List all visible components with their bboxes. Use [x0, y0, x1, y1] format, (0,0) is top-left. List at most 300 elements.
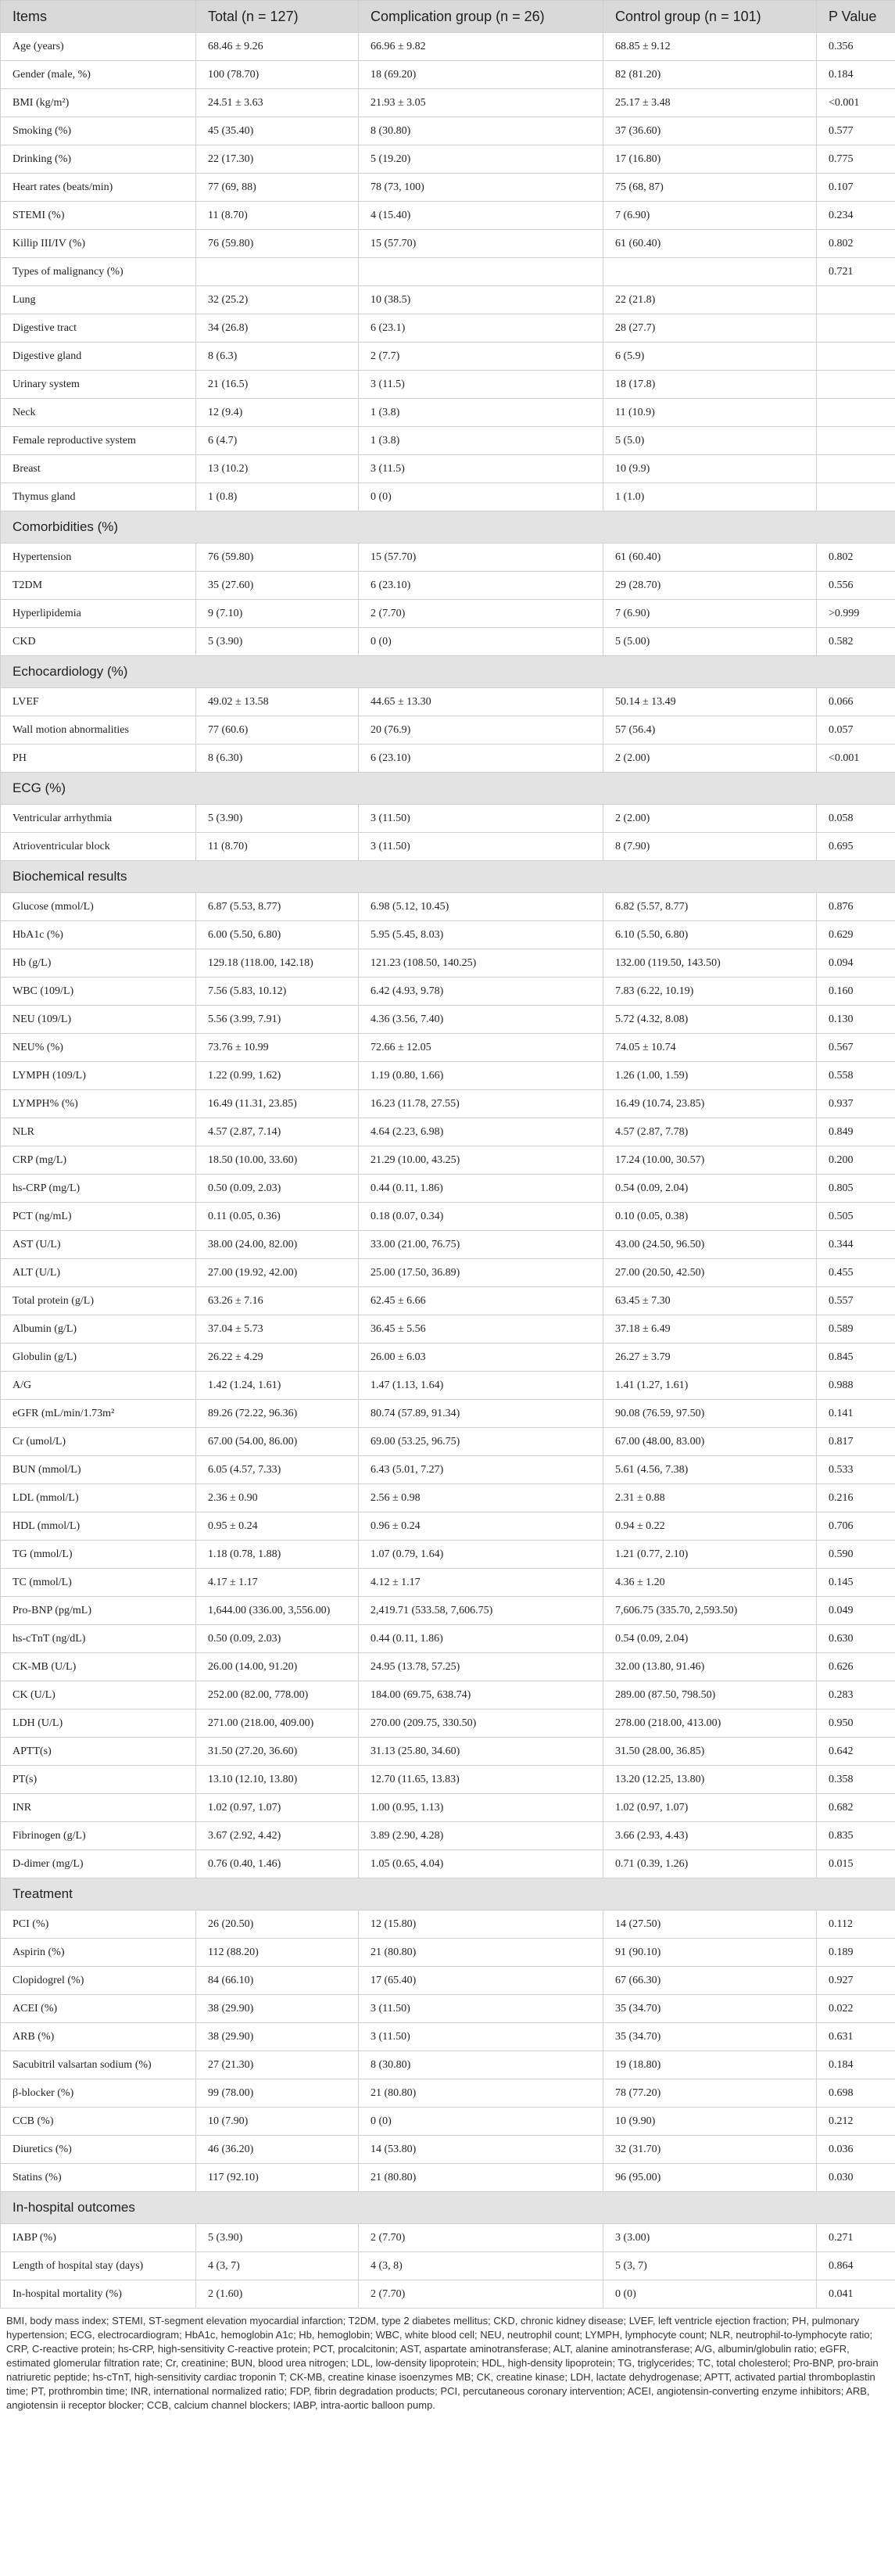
p-value-cell: 0.577	[817, 117, 895, 145]
p-value-cell: 0.845	[817, 1344, 895, 1372]
complication-cell: 1 (3.8)	[359, 399, 603, 427]
control-cell: 3.66 (2.93, 4.43)	[603, 1822, 817, 1850]
item-cell: Hb (g/L)	[1, 949, 196, 978]
table-row	[1, 2051, 895, 2079]
total-cell: 0.50 (0.09, 2.03)	[196, 1625, 359, 1653]
control-cell: 132.00 (119.50, 143.50)	[603, 949, 817, 978]
item-cell: INR	[1, 1794, 196, 1822]
table-row	[1, 1738, 895, 1766]
control-cell: 37 (36.60)	[603, 117, 817, 145]
p-value-cell: 0.112	[817, 1910, 895, 1939]
total-cell: 7.56 (5.83, 10.12)	[196, 978, 359, 1006]
item-cell: Smoking (%)	[1, 117, 196, 145]
table-row	[1, 893, 895, 921]
p-value-cell: 0.642	[817, 1738, 895, 1766]
control-cell: 31.50 (28.00, 36.85)	[603, 1738, 817, 1766]
table-row	[1, 2164, 895, 2192]
complication-cell: 121.23 (108.50, 140.25)	[359, 949, 603, 978]
complication-cell: 36.45 ± 5.56	[359, 1315, 603, 1344]
table-row	[1, 1910, 895, 1939]
control-cell: 17 (16.80)	[603, 145, 817, 174]
table-row	[1, 202, 895, 230]
complication-cell: 17 (65.40)	[359, 1967, 603, 1995]
table-row	[1, 371, 895, 399]
complication-cell: 6 (23.10)	[359, 572, 603, 600]
table-row	[1, 1995, 895, 2023]
total-cell: 84 (66.10)	[196, 1967, 359, 1995]
total-cell: 32 (25.2)	[196, 286, 359, 314]
total-cell: 37.04 ± 5.73	[196, 1315, 359, 1344]
p-value-cell: 0.629	[817, 921, 895, 949]
complication-cell: 4.64 (2.23, 6.98)	[359, 1118, 603, 1146]
control-cell: 0.10 (0.05, 0.38)	[603, 1203, 817, 1231]
table-row	[1, 455, 895, 483]
complication-cell: 21 (80.80)	[359, 2164, 603, 2192]
complication-cell: 6 (23.10)	[359, 744, 603, 773]
table-row	[1, 145, 895, 174]
total-cell: 38 (29.90)	[196, 2023, 359, 2051]
control-cell: 43.00 (24.50, 96.50)	[603, 1231, 817, 1259]
table-row	[1, 1231, 895, 1259]
control-cell: 96 (95.00)	[603, 2164, 817, 2192]
item-cell: Fibrinogen (g/L)	[1, 1822, 196, 1850]
section-label: ECG (%)	[1, 773, 895, 805]
control-cell: 1.21 (0.77, 2.10)	[603, 1541, 817, 1569]
p-value-cell: 0.356	[817, 33, 895, 61]
item-cell: Glucose (mmol/L)	[1, 893, 196, 921]
p-value-cell: 0.988	[817, 1372, 895, 1400]
table-row	[1, 1569, 895, 1597]
table-row	[1, 230, 895, 258]
item-cell: Ventricular arrhythmia	[1, 805, 196, 833]
item-cell: LYMPH% (%)	[1, 1090, 196, 1118]
total-cell: 271.00 (218.00, 409.00)	[196, 1710, 359, 1738]
item-cell: Types of malignancy (%)	[1, 258, 196, 286]
p-value-cell: 0.022	[817, 1995, 895, 2023]
item-cell: Clopidogrel (%)	[1, 1967, 196, 1995]
control-cell: 63.45 ± 7.30	[603, 1287, 817, 1315]
control-cell: 10 (9.9)	[603, 455, 817, 483]
complication-cell: 1.05 (0.65, 4.04)	[359, 1850, 603, 1878]
total-cell: 0.50 (0.09, 2.03)	[196, 1175, 359, 1203]
table-row	[1, 1766, 895, 1794]
control-cell: 27.00 (20.50, 42.50)	[603, 1259, 817, 1287]
control-cell	[603, 258, 817, 286]
control-cell: 1.41 (1.27, 1.61)	[603, 1372, 817, 1400]
header-items: Items	[1, 1, 196, 33]
total-cell: 27 (21.30)	[196, 2051, 359, 2079]
complication-cell: 0.44 (0.11, 1.86)	[359, 1175, 603, 1203]
complication-cell: 1.19 (0.80, 1.66)	[359, 1062, 603, 1090]
p-value-cell: 0.066	[817, 688, 895, 716]
control-cell: 61 (60.40)	[603, 544, 817, 572]
table-row	[1, 1939, 895, 1967]
table-row	[1, 1541, 895, 1569]
p-value-cell: 0.271	[817, 2224, 895, 2252]
complication-cell: 31.13 (25.80, 34.60)	[359, 1738, 603, 1766]
p-value-cell: 0.058	[817, 805, 895, 833]
total-cell: 31.50 (27.20, 36.60)	[196, 1738, 359, 1766]
control-cell: 13.20 (12.25, 13.80)	[603, 1766, 817, 1794]
complication-cell	[359, 258, 603, 286]
complication-cell: 62.45 ± 6.66	[359, 1287, 603, 1315]
item-cell: hs-cTnT (ng/dL)	[1, 1625, 196, 1653]
p-value-cell: <0.001	[817, 744, 895, 773]
total-cell: 11 (8.70)	[196, 202, 359, 230]
control-cell: 32 (31.70)	[603, 2136, 817, 2164]
table-body	[1, 33, 895, 2309]
p-value-cell	[817, 314, 895, 343]
p-value-cell: 0.184	[817, 2051, 895, 2079]
p-value-cell: 0.558	[817, 1062, 895, 1090]
p-value-cell: <0.001	[817, 89, 895, 117]
p-value-cell: 0.721	[817, 258, 895, 286]
table-row	[1, 343, 895, 371]
control-cell: 0.54 (0.09, 2.04)	[603, 1175, 817, 1203]
header-complication-group: Complication group (n = 26)	[359, 1, 603, 33]
item-cell: Hyperlipidemia	[1, 600, 196, 628]
table-row	[1, 1597, 895, 1625]
section-header-row	[1, 2192, 895, 2224]
complication-cell: 0.44 (0.11, 1.86)	[359, 1625, 603, 1653]
table-row	[1, 427, 895, 455]
control-cell: 11 (10.9)	[603, 399, 817, 427]
p-value-cell: 0.805	[817, 1175, 895, 1203]
p-value-cell: 0.849	[817, 1118, 895, 1146]
table-row	[1, 1822, 895, 1850]
item-cell: D-dimer (mg/L)	[1, 1850, 196, 1878]
total-cell: 6.05 (4.57, 7.33)	[196, 1456, 359, 1484]
item-cell: LVEF	[1, 688, 196, 716]
control-cell: 90.08 (76.59, 97.50)	[603, 1400, 817, 1428]
p-value-cell: 0.864	[817, 2252, 895, 2280]
item-cell: eGFR (mL/min/1.73m²	[1, 1400, 196, 1428]
complication-cell: 3 (11.50)	[359, 1995, 603, 2023]
item-cell: BUN (mmol/L)	[1, 1456, 196, 1484]
table-row	[1, 1794, 895, 1822]
complication-cell: 20 (76.9)	[359, 716, 603, 744]
total-cell: 22 (17.30)	[196, 145, 359, 174]
item-cell: Heart rates (beats/min)	[1, 174, 196, 202]
item-cell: NEU (109/L)	[1, 1006, 196, 1034]
table-row	[1, 1062, 895, 1090]
item-cell: LDL (mmol/L)	[1, 1484, 196, 1512]
p-value-cell: 0.455	[817, 1259, 895, 1287]
table-row	[1, 89, 895, 117]
total-cell: 99 (78.00)	[196, 2079, 359, 2108]
control-cell: 16.49 (10.74, 23.85)	[603, 1090, 817, 1118]
table-row	[1, 628, 895, 656]
table-row	[1, 1259, 895, 1287]
complication-cell: 1.47 (1.13, 1.64)	[359, 1372, 603, 1400]
total-cell: 73.76 ± 10.99	[196, 1034, 359, 1062]
total-cell: 1.18 (0.78, 1.88)	[196, 1541, 359, 1569]
item-cell: CK-MB (U/L)	[1, 1653, 196, 1681]
p-value-cell: 0.556	[817, 572, 895, 600]
p-value-cell: 0.698	[817, 2079, 895, 2108]
item-cell: ALT (U/L)	[1, 1259, 196, 1287]
p-value-cell: 0.030	[817, 2164, 895, 2192]
control-cell: 29 (28.70)	[603, 572, 817, 600]
p-value-cell: 0.876	[817, 893, 895, 921]
table-row	[1, 805, 895, 833]
p-value-cell: 0.283	[817, 1681, 895, 1710]
table-row	[1, 1090, 895, 1118]
section-header-row	[1, 861, 895, 893]
complication-cell: 6.43 (5.01, 7.27)	[359, 1456, 603, 1484]
header-p-value: P Value	[817, 1, 895, 33]
table-row	[1, 949, 895, 978]
control-cell: 7 (6.90)	[603, 202, 817, 230]
p-value-cell: >0.999	[817, 600, 895, 628]
complication-cell: 6 (23.1)	[359, 314, 603, 343]
control-cell: 8 (7.90)	[603, 833, 817, 861]
total-cell: 11 (8.70)	[196, 833, 359, 861]
complication-cell: 14 (53.80)	[359, 2136, 603, 2164]
control-cell: 7,606.75 (335.70, 2,593.50)	[603, 1597, 817, 1625]
p-value-cell	[817, 399, 895, 427]
control-cell: 68.85 ± 9.12	[603, 33, 817, 61]
table-row	[1, 33, 895, 61]
control-cell: 0 (0)	[603, 2280, 817, 2309]
control-cell: 74.05 ± 10.74	[603, 1034, 817, 1062]
control-cell: 0.54 (0.09, 2.04)	[603, 1625, 817, 1653]
table-row	[1, 1681, 895, 1710]
total-cell: 252.00 (82.00, 778.00)	[196, 1681, 359, 1710]
table-row	[1, 1850, 895, 1878]
p-value-cell: 0.817	[817, 1428, 895, 1456]
table-row	[1, 1512, 895, 1541]
item-cell: IABP (%)	[1, 2224, 196, 2252]
total-cell: 4.57 (2.87, 7.14)	[196, 1118, 359, 1146]
complication-cell: 69.00 (53.25, 96.75)	[359, 1428, 603, 1456]
table-row	[1, 314, 895, 343]
total-cell: 26.00 (14.00, 91.20)	[196, 1653, 359, 1681]
section-header-row	[1, 511, 895, 544]
item-cell: Cr (umol/L)	[1, 1428, 196, 1456]
total-cell: 13.10 (12.10, 13.80)	[196, 1766, 359, 1794]
complication-cell: 80.74 (57.89, 91.34)	[359, 1400, 603, 1428]
complication-cell: 4 (3, 8)	[359, 2252, 603, 2280]
total-cell: 49.02 ± 13.58	[196, 688, 359, 716]
table-row	[1, 688, 895, 716]
complication-cell: 2,419.71 (533.58, 7,606.75)	[359, 1597, 603, 1625]
p-value-cell: 0.802	[817, 544, 895, 572]
control-cell: 61 (60.40)	[603, 230, 817, 258]
total-cell: 2.36 ± 0.90	[196, 1484, 359, 1512]
total-cell: 1.42 (1.24, 1.61)	[196, 1372, 359, 1400]
p-value-cell: 0.036	[817, 2136, 895, 2164]
complication-cell: 0.18 (0.07, 0.34)	[359, 1203, 603, 1231]
complication-cell: 270.00 (209.75, 330.50)	[359, 1710, 603, 1738]
item-cell: Drinking (%)	[1, 145, 196, 174]
item-cell: NLR	[1, 1118, 196, 1146]
total-cell: 5 (3.90)	[196, 805, 359, 833]
p-value-cell: 0.626	[817, 1653, 895, 1681]
table-row	[1, 572, 895, 600]
total-cell: 5 (3.90)	[196, 2224, 359, 2252]
control-cell: 25.17 ± 3.48	[603, 89, 817, 117]
complication-cell: 21.93 ± 3.05	[359, 89, 603, 117]
item-cell: Pro-BNP (pg/mL)	[1, 1597, 196, 1625]
p-value-cell: 0.200	[817, 1146, 895, 1175]
table-row	[1, 600, 895, 628]
total-cell: 100 (78.70)	[196, 61, 359, 89]
total-cell: 0.76 (0.40, 1.46)	[196, 1850, 359, 1878]
control-cell: 28 (27.7)	[603, 314, 817, 343]
table-row	[1, 1203, 895, 1231]
p-value-cell: 0.630	[817, 1625, 895, 1653]
p-value-cell: 0.927	[817, 1967, 895, 1995]
total-cell: 129.18 (118.00, 142.18)	[196, 949, 359, 978]
table-row	[1, 1175, 895, 1203]
p-value-cell: 0.216	[817, 1484, 895, 1512]
complication-cell: 2.56 ± 0.98	[359, 1484, 603, 1512]
item-cell: APTT(s)	[1, 1738, 196, 1766]
item-cell: Digestive tract	[1, 314, 196, 343]
complication-cell: 0 (0)	[359, 628, 603, 656]
p-value-cell	[817, 286, 895, 314]
p-value-cell: 0.582	[817, 628, 895, 656]
control-cell: 289.00 (87.50, 798.50)	[603, 1681, 817, 1710]
table-row	[1, 1034, 895, 1062]
complication-cell: 3 (11.5)	[359, 371, 603, 399]
total-cell: 76 (59.80)	[196, 230, 359, 258]
table-row	[1, 258, 895, 286]
control-cell: 0.71 (0.39, 1.26)	[603, 1850, 817, 1878]
item-cell: CK (U/L)	[1, 1681, 196, 1710]
p-value-cell: 0.130	[817, 1006, 895, 1034]
item-cell: PH	[1, 744, 196, 773]
total-cell: 77 (60.6)	[196, 716, 359, 744]
item-cell: STEMI (%)	[1, 202, 196, 230]
control-cell: 278.00 (218.00, 413.00)	[603, 1710, 817, 1738]
complication-cell: 12 (15.80)	[359, 1910, 603, 1939]
p-value-cell: 0.706	[817, 1512, 895, 1541]
total-cell	[196, 258, 359, 286]
complication-cell: 3 (11.5)	[359, 455, 603, 483]
control-cell: 5.72 (4.32, 8.08)	[603, 1006, 817, 1034]
item-cell: TG (mmol/L)	[1, 1541, 196, 1569]
complication-cell: 4.12 ± 1.17	[359, 1569, 603, 1597]
total-cell: 1.22 (0.99, 1.62)	[196, 1062, 359, 1090]
control-cell: 5.61 (4.56, 7.38)	[603, 1456, 817, 1484]
item-cell: TC (mmol/L)	[1, 1569, 196, 1597]
table-row	[1, 1428, 895, 1456]
section-label: Echocardiology (%)	[1, 656, 895, 688]
section-label: Treatment	[1, 1878, 895, 1910]
total-cell: 8 (6.3)	[196, 343, 359, 371]
table-row	[1, 1625, 895, 1653]
total-cell: 35 (27.60)	[196, 572, 359, 600]
complication-cell: 2 (7.7)	[359, 343, 603, 371]
item-cell: Neck	[1, 399, 196, 427]
item-cell: Killip III/IV (%)	[1, 230, 196, 258]
p-value-cell: 0.145	[817, 1569, 895, 1597]
control-cell: 7.83 (6.22, 10.19)	[603, 978, 817, 1006]
table-row	[1, 1967, 895, 1995]
control-cell: 4.57 (2.87, 7.78)	[603, 1118, 817, 1146]
p-value-cell: 0.160	[817, 978, 895, 1006]
total-cell: 4.17 ± 1.17	[196, 1569, 359, 1597]
table-row	[1, 1344, 895, 1372]
total-cell: 89.26 (72.22, 96.36)	[196, 1400, 359, 1428]
total-cell: 10 (7.90)	[196, 2108, 359, 2136]
table-row	[1, 1118, 895, 1146]
total-cell: 13 (10.2)	[196, 455, 359, 483]
complication-cell: 78 (73, 100)	[359, 174, 603, 202]
control-cell: 35 (34.70)	[603, 2023, 817, 2051]
complication-cell: 5 (19.20)	[359, 145, 603, 174]
total-cell: 6 (4.7)	[196, 427, 359, 455]
complication-cell: 1.00 (0.95, 1.13)	[359, 1794, 603, 1822]
header-control-group: Control group (n = 101)	[603, 1, 817, 33]
total-cell: 112 (88.20)	[196, 1939, 359, 1967]
table-row	[1, 1710, 895, 1738]
control-cell: 5 (3, 7)	[603, 2252, 817, 2280]
table-row	[1, 286, 895, 314]
control-cell: 14 (27.50)	[603, 1910, 817, 1939]
control-cell: 26.27 ± 3.79	[603, 1344, 817, 1372]
complication-cell: 21.29 (10.00, 43.25)	[359, 1146, 603, 1175]
item-cell: Aspirin (%)	[1, 1939, 196, 1967]
control-cell: 22 (21.8)	[603, 286, 817, 314]
p-value-cell: 0.557	[817, 1287, 895, 1315]
complication-cell: 0.96 ± 0.24	[359, 1512, 603, 1541]
complication-cell: 4.36 (3.56, 7.40)	[359, 1006, 603, 1034]
table-row	[1, 716, 895, 744]
table-row	[1, 1315, 895, 1344]
item-cell: β-blocker (%)	[1, 2079, 196, 2108]
complication-cell: 2 (7.70)	[359, 600, 603, 628]
table-footnote: BMI, body mass index; STEMI, ST-segment elevation myocardial infarction; T2DM, type 2 diabetes mellitus; CKD, chronic kidney disease; LVEF, left ventricle ejection fraction; PH, pulmonary hypertension; ECG, electrocardiogram; HbA1c, hemoglobin A1c; Hb, hemoglobin; WBC, white blood cell; NEU, neutrophil count; LYMPH, lymphocyte count; NLR, neutrophil-to-lymphocyte ratio; CRP, C-reactive protein; hs-CRP, high-sensitivity C-reactive protein; PCT, procalcitonin; AST, aspartate aminotransferase; ALT, alanine aminotransferase; A/G, albumin/globulin ratio; eGFR, estimated glomerular filtration rate; Cr, creatinine; BUN, blood urea nitrogen; LDL, low-density lipoprotein; HDL, high-density lipoprotein; TG, triglycerides; TC, total cholesterol; Pro-BNP, pro-brain natriuretic peptide; hs-cTnT, high-sensitivity cardiac troponin T; CK-MB, creatine kinase isoenzymes MB; CK, creatine kinase; LDH, lactate dehydrogenase; APTT, activated partial thromboplastin time; PT, prothrombin time; INR, international normalized ratio; FDP, fibrin degradation products; PCI, percutaneous coronary intervention; ACEI, angiotensin-converting enzyme inhibitors; ARB, angiotensin ii receptor blocker; CCB, calcium channel blockers; IABP, intra-aortic balloon pump.	[6, 2315, 879, 2411]
complication-cell: 33.00 (21.00, 76.75)	[359, 1231, 603, 1259]
total-cell: 117 (92.10)	[196, 2164, 359, 2192]
control-cell: 3 (3.00)	[603, 2224, 817, 2252]
total-cell: 4 (3, 7)	[196, 2252, 359, 2280]
item-cell: BMI (kg/m²)	[1, 89, 196, 117]
item-cell: NEU% (%)	[1, 1034, 196, 1062]
control-cell: 78 (77.20)	[603, 2079, 817, 2108]
control-cell: 17.24 (10.00, 30.57)	[603, 1146, 817, 1175]
p-value-cell: 0.589	[817, 1315, 895, 1344]
item-cell: Urinary system	[1, 371, 196, 399]
item-cell: Age (years)	[1, 33, 196, 61]
item-cell: hs-CRP (mg/L)	[1, 1175, 196, 1203]
table-row	[1, 744, 895, 773]
p-value-cell: 0.590	[817, 1541, 895, 1569]
complication-cell: 184.00 (69.75, 638.74)	[359, 1681, 603, 1710]
table-row	[1, 1287, 895, 1315]
section-header-row	[1, 1878, 895, 1910]
complication-cell: 0 (0)	[359, 483, 603, 511]
item-cell: Statins (%)	[1, 2164, 196, 2192]
section-label: In-hospital outcomes	[1, 2192, 895, 2224]
total-cell: 26 (20.50)	[196, 1910, 359, 1939]
table-row	[1, 2280, 895, 2309]
item-cell: CKD	[1, 628, 196, 656]
complication-cell: 8 (30.80)	[359, 117, 603, 145]
table-row	[1, 2079, 895, 2108]
complication-cell: 5.95 (5.45, 8.03)	[359, 921, 603, 949]
item-cell: PCI (%)	[1, 1910, 196, 1939]
item-cell: Globulin (g/L)	[1, 1344, 196, 1372]
control-cell: 82 (81.20)	[603, 61, 817, 89]
complication-cell: 3 (11.50)	[359, 805, 603, 833]
control-cell: 35 (34.70)	[603, 1995, 817, 2023]
p-value-cell: 0.057	[817, 716, 895, 744]
total-cell: 18.50 (10.00, 33.60)	[196, 1146, 359, 1175]
